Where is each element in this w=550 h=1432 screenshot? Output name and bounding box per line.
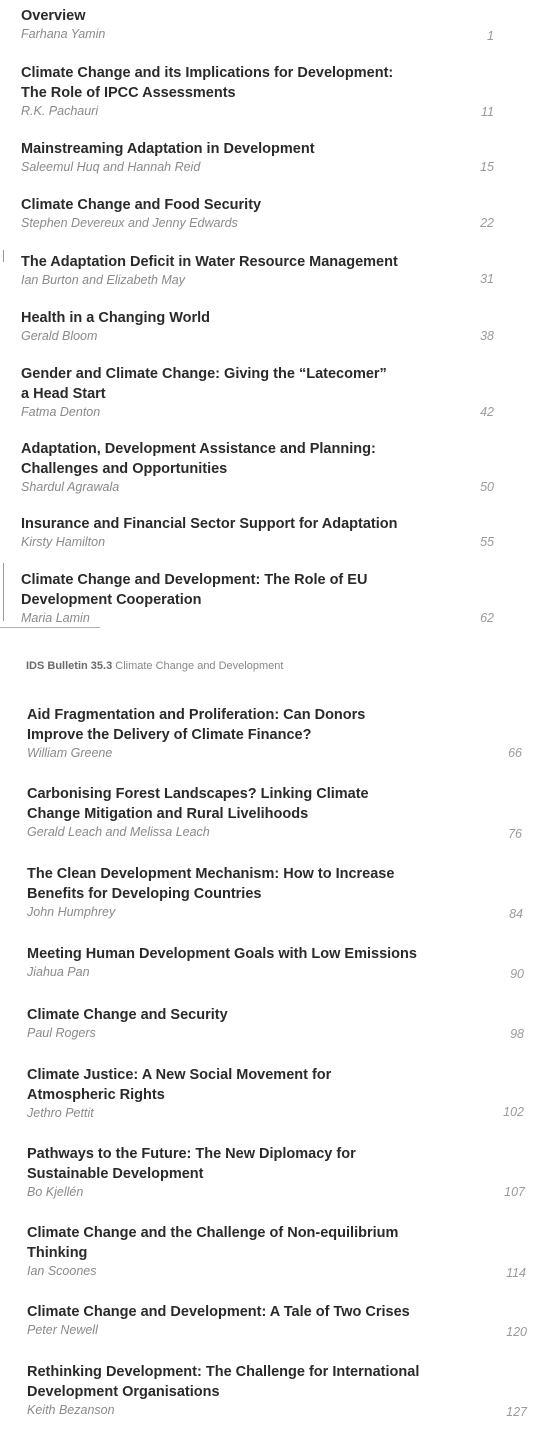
- entry-author: Paul Rogers: [27, 1026, 96, 1040]
- contents-entry: [21, 139, 315, 175]
- entry-title: Meeting Human Development Goals with Low Emissions: [27, 946, 417, 962]
- entry-page-number: 50: [480, 480, 494, 494]
- entry-title: Climate Justice: A New Social Movement for Atmospheric Rights: [27, 1067, 332, 1103]
- entry-title: Carbonising Forest Landscapes? Linking Climate Change Mitigation and Rural Livelihoods: [27, 786, 369, 822]
- entry-author: William Greene: [27, 746, 113, 760]
- entry-author: Maria Lamin: [21, 611, 90, 625]
- contents-entry: [21, 308, 210, 344]
- entry-page-number: 38: [480, 329, 494, 343]
- running-header: [26, 659, 283, 673]
- bulletin-title: Climate Change and Development: [115, 660, 284, 672]
- entry-page-number: 90: [510, 967, 524, 981]
- entry-author: Jethro Pettit: [27, 1106, 94, 1120]
- entry-author: Shardul Agrawala: [21, 480, 120, 494]
- entry-page-number: 107: [504, 1185, 525, 1199]
- entry-author: Keith Bezanson: [27, 1403, 115, 1417]
- entry-page-number: 11: [481, 105, 494, 119]
- entry-title: Overview: [21, 8, 86, 24]
- entry-title: The Adaptation Deficit in Water Resource Management: [21, 254, 398, 270]
- entry-title: Climate Change and Food Security: [21, 197, 262, 213]
- contents-entry: [27, 784, 369, 840]
- contents-entry: [27, 1144, 356, 1200]
- contents-entry: [21, 252, 398, 288]
- entry-title: Climate Change and the Challenge of Non-equilibrium Thinking: [27, 1225, 399, 1261]
- entry-title: Gender and Climate Change: Giving the “Latecomer” a Head Start: [21, 366, 387, 402]
- entry-author: Ian Burton and Elizabeth May: [21, 273, 185, 287]
- entry-page-number: 127: [506, 1405, 527, 1419]
- entry-page-number: 66: [508, 746, 522, 760]
- contents-entry: [21, 364, 387, 420]
- entry-author: John Humphrey: [27, 905, 116, 919]
- entry-page-number: 98: [510, 1027, 524, 1041]
- contents-entry: [27, 1005, 228, 1041]
- entry-page-number: 114: [506, 1266, 526, 1280]
- contents-entry: [27, 1362, 419, 1418]
- contents-entry: [27, 864, 394, 920]
- entry-title: Health in a Changing World: [21, 310, 211, 326]
- entry-author: Saleemul Huq and Hannah Reid: [21, 160, 201, 174]
- entry-page-number: 120: [506, 1325, 527, 1339]
- entry-title: Aid Fragmentation and Proliferation: Can Donors Improve the Delivery of Climate Finance?: [27, 707, 366, 743]
- contents-entry: [21, 6, 105, 42]
- entry-title: Pathways to the Future: The New Diplomacy for Sustainable Development: [27, 1146, 356, 1182]
- margin-mark: [3, 250, 4, 262]
- entry-author: Jiahua Pan: [27, 965, 90, 979]
- entry-title: Climate Change and Development: The Role of EU Development Cooperation: [21, 572, 368, 608]
- entry-title: Insurance and Financial Sector Support for Adaptation: [21, 516, 398, 532]
- contents-entry: [21, 195, 261, 231]
- entry-author: Stephen Devereux and Jenny Edwards: [21, 216, 238, 230]
- contents-entry: [21, 570, 367, 626]
- contents-entry: [27, 1065, 331, 1121]
- entry-title: Mainstreaming Adaptation in Development: [21, 141, 315, 157]
- contents-entry: [27, 1223, 398, 1279]
- entry-title: The Clean Development Mechanism: How to Increase Benefits for Developing Countries: [27, 866, 395, 902]
- entry-author: Gerald Bloom: [21, 329, 98, 343]
- contents-entry: [21, 63, 393, 119]
- entry-page-number: 62: [480, 611, 494, 625]
- entry-author: Ian Scoones: [27, 1264, 97, 1278]
- entry-author: R.K. Pachauri: [21, 104, 99, 118]
- entry-page-number: 102: [503, 1105, 524, 1119]
- entry-title: Climate Change and Security: [27, 1007, 228, 1023]
- contents-entry: [27, 944, 417, 980]
- entry-author: Farhana Yamin: [21, 27, 106, 41]
- entry-author: Bo Kjellén: [27, 1185, 84, 1199]
- margin-mark: [3, 563, 4, 621]
- entry-title: Rethinking Development: The Challenge for International Development Organisations: [27, 1364, 420, 1400]
- entry-page-number: 42: [480, 405, 494, 419]
- entry-author: Kirsty Hamilton: [21, 535, 106, 549]
- entry-author: Peter Newell: [27, 1323, 98, 1337]
- entry-author: Gerald Leach and Melissa Leach: [27, 825, 210, 839]
- entry-page-number: 15: [480, 160, 494, 174]
- contents-entry: [27, 1302, 410, 1338]
- entry-page-number: 55: [480, 535, 494, 549]
- entry-title: Adaptation, Development Assistance and Planning: Challenges and Opportunities: [21, 441, 376, 477]
- bulletin-series: IDS Bulletin 35.3: [26, 660, 113, 672]
- entry-author: Fatma Denton: [21, 405, 101, 419]
- entry-title: Climate Change and Development: A Tale of Two Crises: [27, 1304, 410, 1320]
- contents-entry: [21, 514, 398, 550]
- contents-entry: [27, 705, 365, 761]
- page-divider: [0, 627, 100, 628]
- entry-page-number: 84: [509, 907, 523, 921]
- entry-page-number: 31: [480, 272, 494, 286]
- entry-page-number: 1: [487, 29, 494, 43]
- entry-page-number: 76: [508, 827, 522, 841]
- contents-entry: [21, 439, 376, 495]
- entry-page-number: 22: [480, 216, 494, 230]
- entry-title: Climate Change and its Implications for Development: The Role of IPCC Assessments: [21, 65, 394, 101]
